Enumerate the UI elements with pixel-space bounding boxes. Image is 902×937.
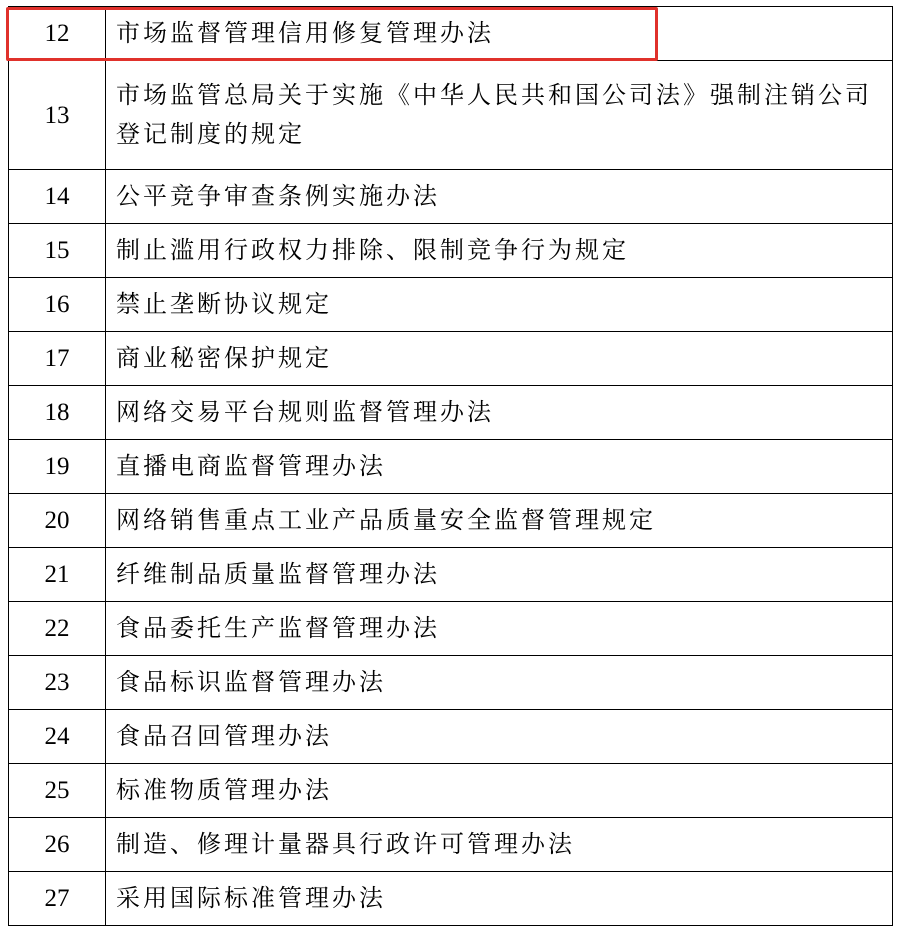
regulation-title: 制造、修理计量器具行政许可管理办法	[106, 818, 893, 872]
table-row	[9, 710, 893, 764]
table-row	[9, 278, 893, 332]
regulation-title: 食品委托生产监督管理办法	[106, 602, 893, 656]
regulation-title: 禁止垄断协议规定	[106, 278, 893, 332]
table-row	[9, 602, 893, 656]
table-row	[9, 224, 893, 278]
regulation-title: 食品标识监督管理办法	[106, 656, 893, 710]
table-row	[9, 656, 893, 710]
row-number: 22	[9, 602, 106, 656]
table-row	[9, 764, 893, 818]
table-row	[9, 170, 893, 224]
regulation-title: 制止滥用行政权力排除、限制竞争行为规定	[106, 224, 893, 278]
regulation-title: 直播电商监督管理办法	[106, 440, 893, 494]
row-number: 25	[9, 764, 106, 818]
table-row	[9, 386, 893, 440]
table-row	[9, 872, 893, 926]
row-number: 21	[9, 548, 106, 602]
row-number: 17	[9, 332, 106, 386]
row-number: 20	[9, 494, 106, 548]
row-number: 19	[9, 440, 106, 494]
regulation-title: 标准物质管理办法	[106, 764, 893, 818]
table-row	[9, 61, 893, 170]
regulation-title: 网络交易平台规则监督管理办法	[106, 386, 893, 440]
row-number: 24	[9, 710, 106, 764]
row-number: 18	[9, 386, 106, 440]
row-number: 15	[9, 224, 106, 278]
regulation-title: 网络销售重点工业产品质量安全监督管理规定	[106, 494, 893, 548]
row-number: 26	[9, 818, 106, 872]
regulation-title: 市场监管总局关于实施《中华人民共和国公司法》强制注销公司登记制度的规定	[106, 61, 893, 170]
row-number: 13	[9, 61, 106, 170]
row-number: 27	[9, 872, 106, 926]
table-row	[9, 818, 893, 872]
table-row	[9, 440, 893, 494]
table-row	[9, 332, 893, 386]
row-number: 12	[9, 7, 106, 61]
regulation-title: 采用国际标准管理办法	[106, 872, 893, 926]
table-row	[9, 548, 893, 602]
regulation-title: 市场监督管理信用修复管理办法	[106, 7, 893, 61]
regulation-title: 纤维制品质量监督管理办法	[106, 548, 893, 602]
regulations-table	[8, 6, 893, 926]
table-row	[9, 7, 893, 61]
regulation-title: 食品召回管理办法	[106, 710, 893, 764]
row-number: 14	[9, 170, 106, 224]
regulation-title: 公平竞争审查条例实施办法	[106, 170, 893, 224]
row-number: 16	[9, 278, 106, 332]
regulation-title: 商业秘密保护规定	[106, 332, 893, 386]
row-number: 23	[9, 656, 106, 710]
table-row	[9, 494, 893, 548]
